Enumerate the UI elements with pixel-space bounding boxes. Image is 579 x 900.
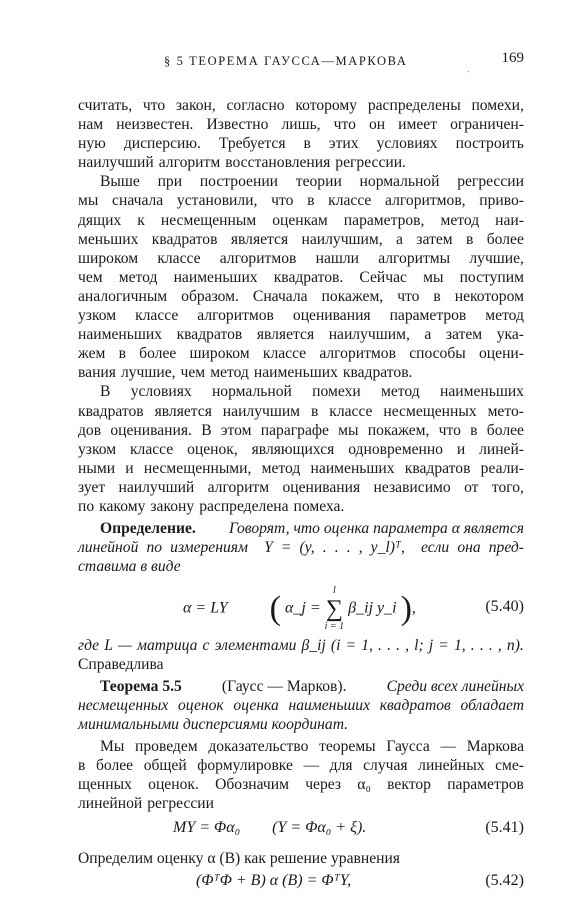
text-line: зует наилучший алгоритм оценивания независимо от того, bbox=[78, 478, 524, 496]
text-line: дов оценивания. В этом параграфе мы покажем, что в более bbox=[78, 421, 524, 439]
definition bbox=[78, 519, 524, 576]
text-line: в более общей формулировке — для случая линейных сме- bbox=[78, 756, 524, 774]
book-page bbox=[78, 0, 524, 900]
text-line: по какому закону распределена помеха. bbox=[78, 497, 345, 515]
text-line: чем метод наименьших квадратов. Сейчас мы поступим bbox=[78, 268, 524, 286]
equation-number: (5.41) bbox=[485, 819, 524, 837]
equation-body: MY = Φα₀ (Y = Φα₀ + ξ). bbox=[173, 819, 367, 837]
sum-symbol: l ∑ i = 1 bbox=[324, 585, 345, 633]
definition-line: ставима в виде bbox=[78, 558, 181, 576]
text-line: вания лучшие, чем метод наименьших квадратов. bbox=[78, 364, 413, 382]
equation-lhs: α = LY bbox=[183, 600, 228, 618]
text-line: ную дисперсию. Требуется в этих условиях построить bbox=[78, 135, 524, 153]
where-line: где L — матрица с элементами β_ij (i = 1, . . . , l; j = 1, . . . , n). bbox=[78, 637, 524, 655]
theorem-line: минимальными дисперсиями координат. bbox=[78, 715, 349, 733]
equation-inner: α_j = bbox=[285, 600, 321, 618]
text-line: мы сначала установили, что в классе алгоритмов, приво- bbox=[78, 192, 524, 210]
body-text bbox=[78, 96, 524, 898]
theorem bbox=[78, 677, 524, 734]
theorem-line bbox=[78, 677, 524, 696]
valid-line: Справедлива bbox=[78, 656, 164, 674]
text-line: широком классе алгоритмов нашли алгоритмы лучшие, bbox=[78, 249, 524, 267]
text-line: нам неизвестен. Известно лишь, что он имеет ограничен- bbox=[78, 116, 524, 134]
definition-label: Определение. bbox=[100, 520, 196, 538]
text-line: узком классе оценок, являющихся одновременно и линей- bbox=[78, 440, 524, 458]
text-line: В условиях нормальной помехи метод наименьших bbox=[100, 383, 524, 401]
definition-line: линейной по измерениям Y = (y, . . . , y_l)ᵀ, если она пред- bbox=[78, 539, 524, 557]
definition-text: Говорят, что оценка параметра α является bbox=[228, 520, 524, 538]
text-line: узком классе алгоритмов оценивания параметров метод bbox=[78, 307, 524, 325]
text-line: щенных оценок. Обозначим через α₀ вектор параметров bbox=[78, 776, 524, 793]
page-number: 169 bbox=[501, 50, 524, 66]
text-line: аналогичным образом. Сначала покажем, что в некотором bbox=[78, 287, 524, 305]
text-line: Выше при построении теории нормальной регрессии bbox=[100, 173, 524, 191]
text-line: ными и несмещенными, метод наименьших квадратов реали- bbox=[78, 459, 524, 477]
paragraph-4 bbox=[78, 737, 524, 813]
paragraph-1 bbox=[78, 96, 524, 172]
equation-number: (5.42) bbox=[485, 872, 524, 890]
equation-5-40 bbox=[78, 576, 524, 636]
paragraph-3 bbox=[78, 382, 524, 516]
definition-line bbox=[78, 519, 524, 538]
theorem-line: несмещенных оценок оценка наименьших квадратов обладает bbox=[78, 696, 524, 714]
equation-body: α = LY ( α_j = l ∑ i = 1 β_ij y_i ), bbox=[183, 585, 416, 633]
equation-number: (5.40) bbox=[485, 598, 524, 616]
text-line: наименьших квадратов является наилучшим, а затем ука- bbox=[78, 326, 524, 344]
equation-body: (ΦᵀΦ + B) α (B) = ΦᵀY, bbox=[196, 872, 352, 890]
theorem-author: (Гаусс — Марков). bbox=[221, 677, 347, 695]
text-line: Мы проведем доказательство теоремы Гаусса — Маркова bbox=[100, 737, 524, 755]
text-line: квадратов является наилучшим в классе несмещенных мето- bbox=[78, 402, 524, 420]
text-line: меньших квадратов является наилучшим, а затем в более bbox=[78, 230, 524, 248]
equation-5-42 bbox=[78, 868, 524, 898]
paragraph-2 bbox=[78, 172, 524, 382]
define-line: Определим оценку α (B) как решение уравнения bbox=[78, 850, 400, 868]
text-line: дящих к несмещенным оценкам параметров, метод наи- bbox=[78, 211, 524, 229]
equation-5-41 bbox=[78, 813, 524, 845]
text-line: наилучший алгоритм восстановления регрессии. bbox=[78, 154, 406, 172]
text-line: считать, что закон, согласно которому распределены помехи, bbox=[78, 97, 524, 114]
section-title: § 5 ТЕОРЕМА ГАУССА—МАРКОВА bbox=[164, 54, 408, 68]
text-line: жем в более широком классе алгоритмов способы оцени- bbox=[78, 345, 524, 363]
running-head bbox=[78, 50, 524, 72]
margin-mark: ˏ bbox=[467, 62, 471, 73]
theorem-label: Теорема 5.5 bbox=[100, 677, 182, 695]
theorem-text: Среди всех линейных bbox=[386, 677, 524, 695]
equation-term: β_ij y_i bbox=[348, 600, 397, 618]
text-line: линейной регрессии bbox=[78, 795, 214, 813]
